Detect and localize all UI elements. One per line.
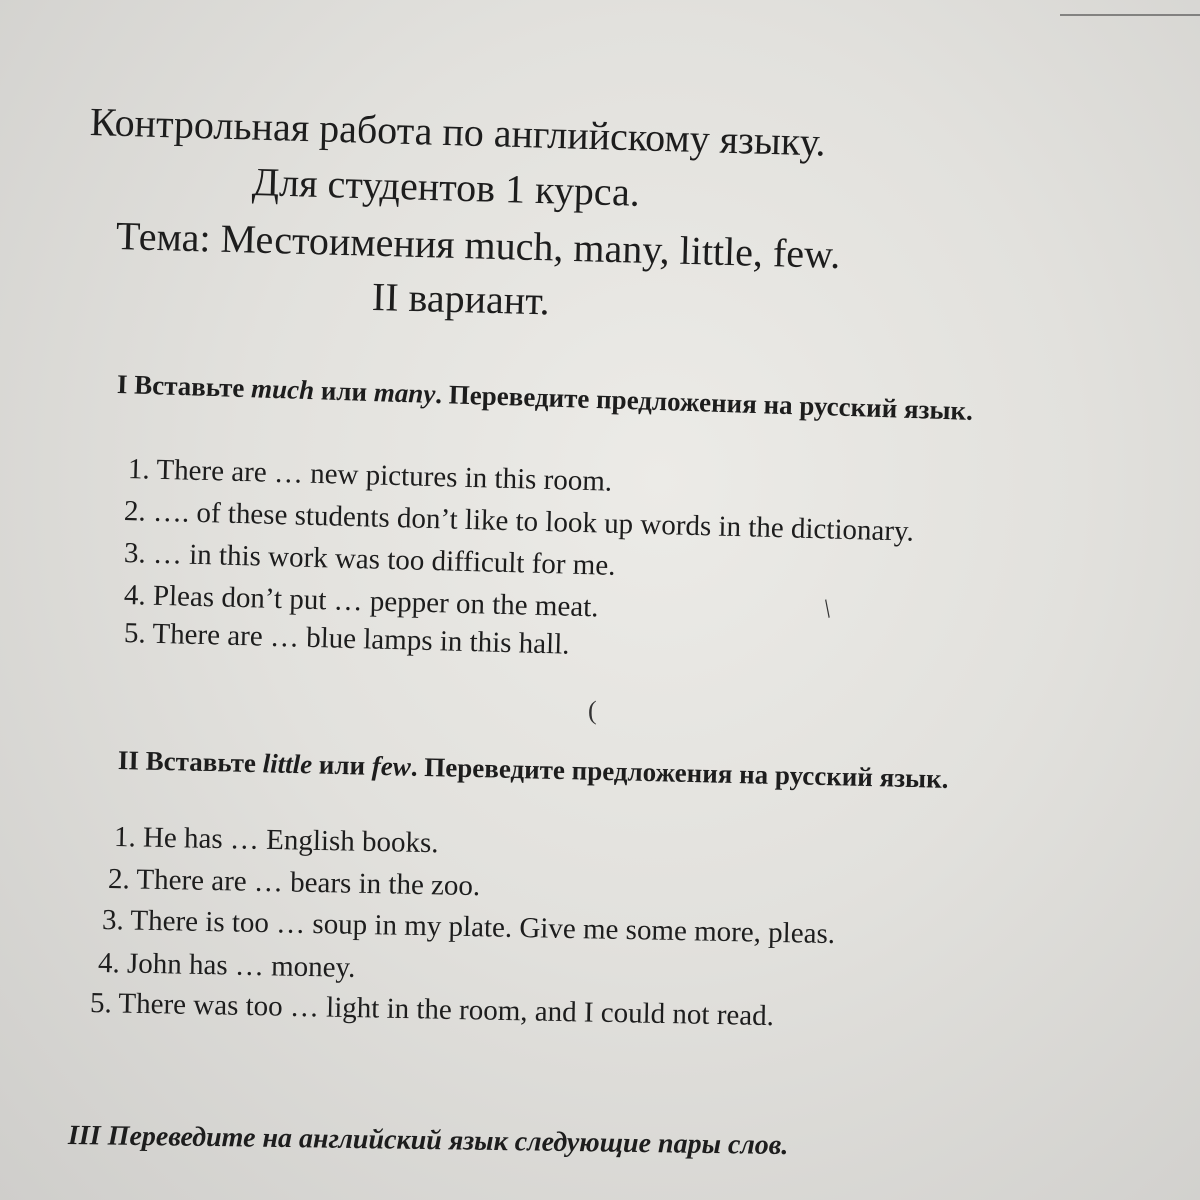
section-1-word: Вставьте bbox=[133, 369, 245, 403]
section-1-number: I bbox=[116, 369, 128, 400]
section-1-item: 2. …. of these students don’t like to look up words in the dictionary. bbox=[123, 495, 915, 548]
section-2-word: Вставьте bbox=[145, 745, 257, 779]
section-1-item: 1. There are … new pictures in this room. bbox=[127, 453, 613, 498]
section-2-item: 2. There are … bears in the zoo. bbox=[107, 863, 481, 903]
section-2-heading bbox=[118, 744, 949, 795]
section-1-instruction: . Переведите предложения на русский язык. bbox=[434, 379, 974, 426]
title-line-3: Тема: Местоимения much, many, little, few. bbox=[115, 213, 841, 277]
section-2-instruction: . Переведите предложения на русский язык. bbox=[410, 751, 949, 794]
title-line-4: II вариант. bbox=[371, 274, 551, 324]
pen-mark: / bbox=[816, 594, 838, 623]
section-2-option-1: little bbox=[262, 748, 313, 780]
section-2-item: 4. John has … money. bbox=[97, 947, 356, 984]
section-1-item: 5. There are … blue lamps in this hall. bbox=[123, 617, 570, 661]
title-line-2: Для студентов 1 курса. bbox=[251, 159, 641, 215]
section-2-item: 5. There was too … light in the room, and I could not read. bbox=[89, 987, 775, 1033]
section-1-heading bbox=[116, 368, 973, 427]
section-2-item: 1. He has … English books. bbox=[113, 821, 439, 860]
section-1-item: 4. Pleas don’t put … pepper on the meat. bbox=[123, 579, 599, 624]
section-1-option-2: many bbox=[373, 377, 436, 409]
section-2-number: II bbox=[117, 745, 140, 776]
section-2-conjunction: или bbox=[318, 749, 366, 781]
section-2-item: 3. There is too … soup in my plate. Give me some more, pleas. bbox=[101, 904, 836, 951]
paper-edge bbox=[1060, 0, 1200, 16]
section-2-option-2: few bbox=[371, 750, 412, 782]
pen-mark: ( bbox=[588, 696, 597, 725]
section-1-option-1: much bbox=[250, 373, 315, 406]
title-line-1: Контрольная работа по английскому языку. bbox=[89, 99, 827, 165]
section-3-heading: III Переведите на английский язык следующие пары слов. bbox=[67, 1120, 789, 1162]
section-1-item: 3. … in this work was too difficult for me. bbox=[123, 537, 616, 582]
section-1-conjunction: или bbox=[320, 375, 368, 407]
